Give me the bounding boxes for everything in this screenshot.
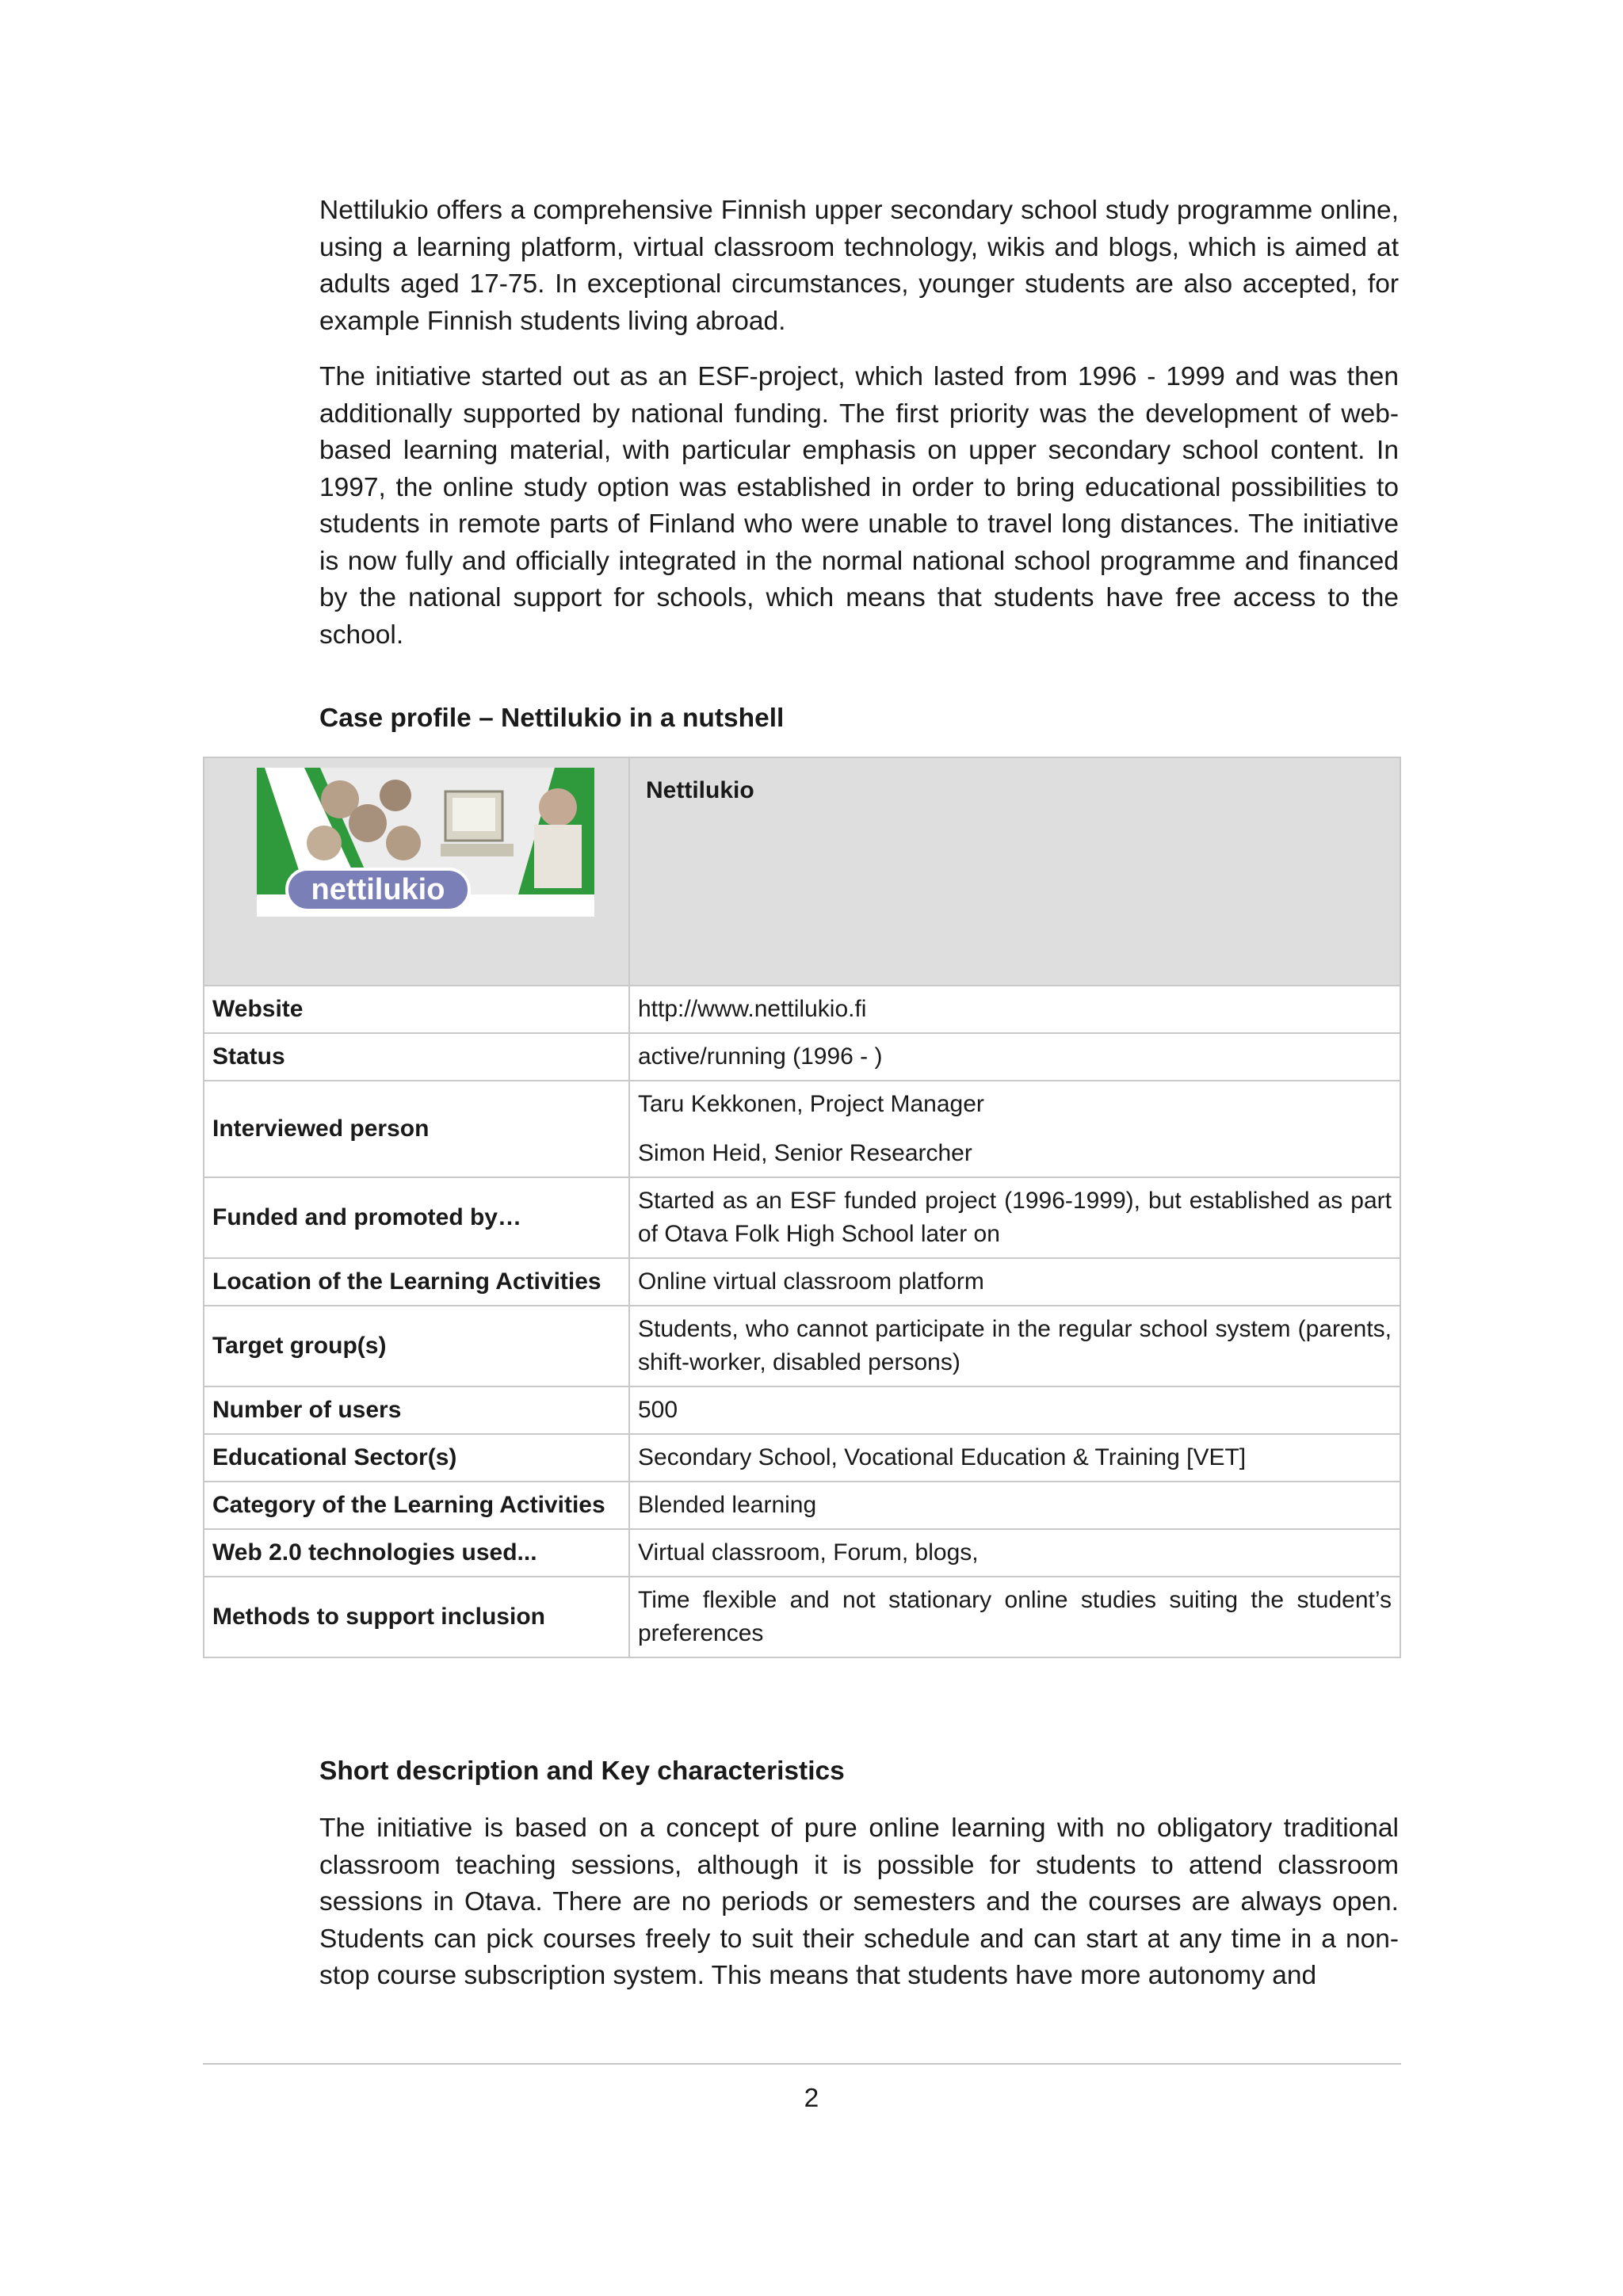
interviewee-2: Simon Heid, Senior Researcher	[638, 1140, 972, 1166]
initiative-name: Nettilukio	[629, 757, 1400, 986]
logo-text: nettilukio	[311, 873, 445, 906]
table-row	[204, 1081, 1400, 1177]
table-row	[204, 1482, 1400, 1529]
intro-paragraph-2: The initiative started out as an ESF-project, which lasted from 1996 - 1999 and was then additionally supported by national funding. The first priority was the development of web-based learning material, with particular emphasis on upper secondary school content. In 1997, the online study option was established in order to bring educational possibilities to students in remote parts of Finland who were unable to travel long distances. The initiative is now fully and officially integrated in the normal national school programme and financed by the national support for schools, which means that students have free access to the school.	[319, 362, 1399, 650]
description-heading: Short description and Key characteristics	[319, 1756, 845, 1786]
row-label: Number of users	[204, 1386, 629, 1434]
intro-paragraph-1: Nettilukio offers a comprehensive Finnish upper secondary school study programme online, using a learning platform, virtual classroom technology, wikis and blogs, which is aimed at adults aged 17-75. In exceptional circumstances, younger students are also accepted, for example Finnish students living abroad.	[319, 196, 1399, 336]
case-profile-table	[203, 757, 1401, 1658]
row-label: Methods to support inclusion	[204, 1577, 629, 1657]
row-label: Funded and promoted by…	[204, 1177, 629, 1258]
table-row	[204, 1177, 1400, 1258]
row-label: Educational Sector(s)	[204, 1434, 629, 1482]
row-label: Category of the Learning Activities	[204, 1482, 629, 1529]
nettilukio-logo	[257, 768, 594, 917]
website-link[interactable]: http://www.nettilukio.fi	[629, 986, 1400, 1033]
row-value: 500	[629, 1386, 1400, 1434]
table-row	[204, 1386, 1400, 1434]
table-row	[204, 986, 1400, 1033]
table-row	[204, 1306, 1400, 1386]
row-label: Status	[204, 1033, 629, 1081]
table-row	[204, 1529, 1400, 1577]
interviewee-1: Taru Kekkonen, Project Manager	[638, 1091, 984, 1117]
row-value: Secondary School, Vocational Education & Training [VET]	[629, 1434, 1400, 1482]
table-row	[204, 1577, 1400, 1657]
row-value: Started as an ESF funded project (1996-1999), but established as part of Otava Folk High School later on	[629, 1177, 1400, 1258]
description-paragraph: The initiative is based on a concept of pure online learning with no obligatory traditional classroom teaching sessions, although it is possible for students to attend classroom sessions in Otava. There are no periods or semesters and the courses are always open. Students can pick courses freely to suit their schedule and can start at any time in a non-stop course subscription system. This means that students have more autonomy and	[319, 1814, 1399, 1990]
row-label: Target group(s)	[204, 1306, 629, 1386]
page-number: 2	[804, 2084, 819, 2113]
row-label: Website	[204, 986, 629, 1033]
row-value: Blended learning	[629, 1482, 1400, 1529]
row-label: Interviewed person	[204, 1081, 629, 1177]
footer-divider	[203, 2063, 1401, 2065]
logo-graphic	[257, 768, 594, 917]
table-row	[204, 1033, 1400, 1081]
table-row	[204, 1434, 1400, 1482]
row-value: Virtual classroom, Forum, blogs,	[629, 1529, 1400, 1577]
row-value: Time flexible and not stationary online studies suiting the student’s preferences	[629, 1577, 1400, 1657]
table-header-row	[204, 757, 1400, 986]
case-profile-heading: Case profile – Nettilukio in a nutshell	[319, 704, 785, 733]
table-row	[204, 1258, 1400, 1306]
logo-cell	[204, 757, 629, 986]
row-value	[629, 1081, 1400, 1177]
row-value: Online virtual classroom platform	[629, 1258, 1400, 1306]
row-label: Web 2.0 technologies used...	[204, 1529, 629, 1577]
row-label: Location of the Learning Activities	[204, 1258, 629, 1306]
row-value: Students, who cannot participate in the regular school system (parents, shift-worker, disabled persons)	[629, 1306, 1400, 1386]
row-value: active/running (1996 - )	[629, 1033, 1400, 1081]
